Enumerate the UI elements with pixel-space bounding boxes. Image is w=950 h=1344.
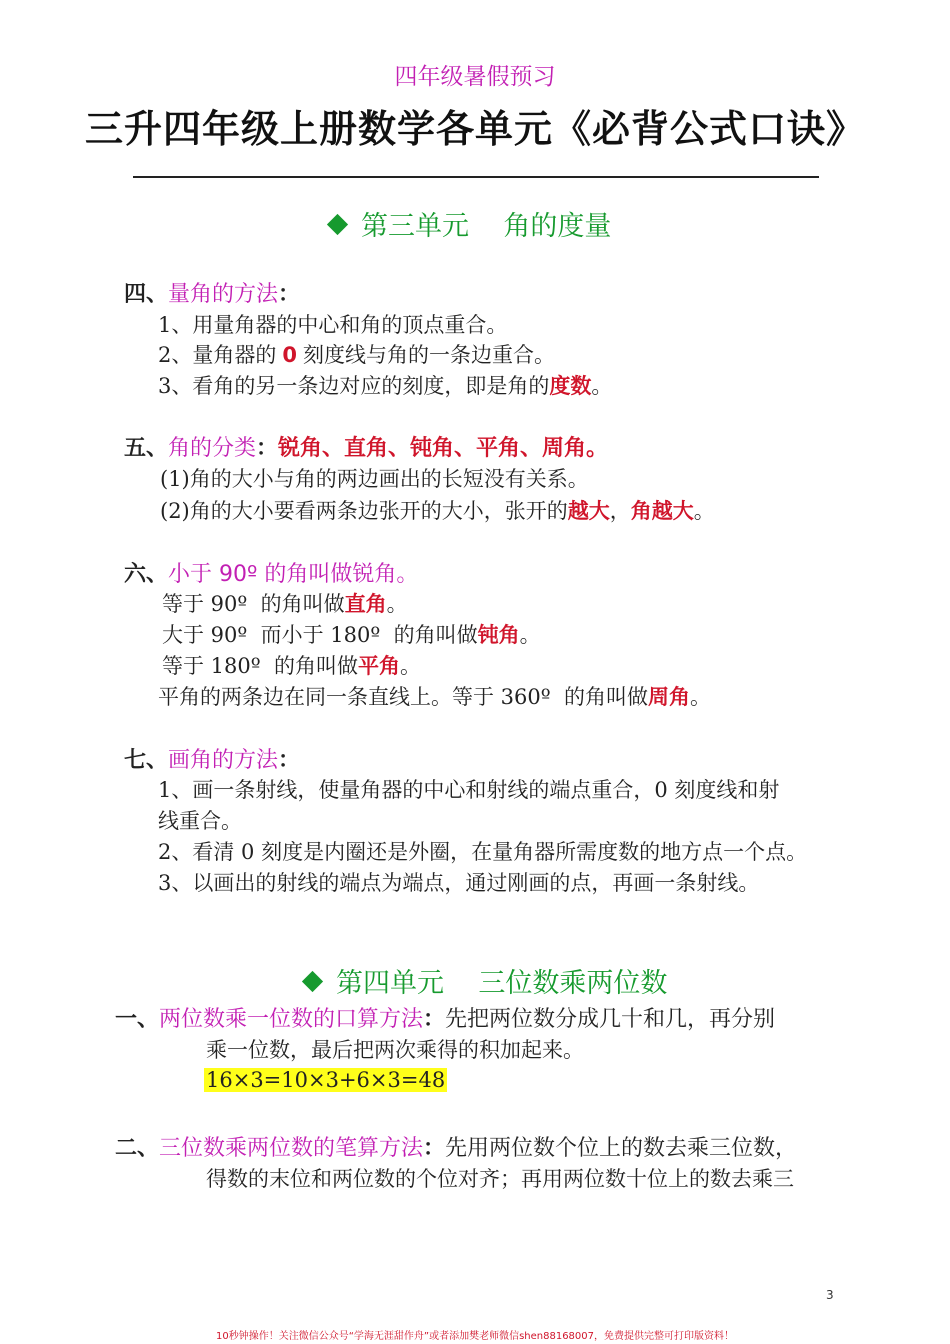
u4-s1-num: 一、 <box>115 1006 160 1032</box>
unit3-heading <box>330 204 611 243</box>
s6-line-2-pre: 大于 90º 而小于 180º 的角叫做 <box>162 623 478 647</box>
u4-s1-text-2: 乘一位数，最后把两次乘得的积加起来。 <box>206 1038 584 1062</box>
u4-s2-text-1: 先用两位数个位上的数去乘三位数， <box>445 1136 798 1161</box>
s4-line-2 <box>158 340 555 370</box>
s4-line-2-pre: 2、量角器的 <box>158 343 277 367</box>
diamond-bullet-icon <box>302 971 323 992</box>
s7-title: 画角的方法 <box>168 748 279 773</box>
s5-colon: ： <box>256 435 279 461</box>
s7-colon: ： <box>278 747 301 773</box>
s7-num: 七、 <box>124 747 169 773</box>
u4-s1-example-highlight: 16×3=10×3+6×3=48 <box>206 1068 446 1092</box>
u4-s1-heading <box>115 1004 775 1035</box>
s6-line-1 <box>162 589 408 619</box>
s6-title: 小于 90º 的角叫做锐角。 <box>168 562 419 587</box>
s4-num: 四、 <box>124 281 169 307</box>
s5-line-2-pre: (2)角的大小要看两条边张开的大小，张开的 <box>160 499 568 523</box>
s5-comma: ， <box>609 499 631 523</box>
s5-title: 角的分类 <box>168 436 257 461</box>
s5-angle-larger: 角越大 <box>630 499 694 523</box>
s5-num: 五、 <box>124 435 169 461</box>
s6-right-angle: 直角 <box>344 592 387 616</box>
s6-line-3 <box>162 651 421 681</box>
s5-types: 锐角、直角、钝角、平角、周角。 <box>278 436 609 461</box>
s7-line-1: 1、画一条射线，使量角器的中心和射线的端点重合，0 刻度线和射 <box>158 778 780 802</box>
s7-line-1b: 线重合。 <box>158 809 242 833</box>
s4-line-2-post: 刻度线与角的一条边重合。 <box>303 343 555 367</box>
s4-colon: ： <box>278 281 301 307</box>
s5-larger: 越大 <box>567 499 610 523</box>
s6-line-3-post: 。 <box>399 654 421 678</box>
s6-heading <box>124 559 418 590</box>
s6-line-4 <box>158 682 711 712</box>
s6-line-1-pre: 等于 90º 的角叫做 <box>162 592 345 616</box>
u4-s1-title: 两位数乘一位数的口算方法 <box>159 1007 424 1032</box>
s4-line-3-post: 。 <box>591 374 613 398</box>
u4-s1-text-1: 先把两位数分成几十和几，再分别 <box>445 1007 776 1032</box>
s4-line-3 <box>158 371 612 401</box>
unit4-title: 第四单元 三位数乘两位数 <box>336 968 668 999</box>
unit3-title: 第三单元 角的度量 <box>361 211 612 242</box>
title-divider <box>133 176 819 178</box>
s4-title: 量角的方法 <box>168 282 279 307</box>
s4-zero: 0 <box>282 343 297 367</box>
s4-heading <box>124 279 300 310</box>
s6-full-angle: 周角 <box>647 685 690 709</box>
u4-s2-heading <box>115 1133 797 1164</box>
s5-line-2 <box>160 496 715 526</box>
unit4-heading <box>305 961 667 1000</box>
u4-s1-example <box>204 1065 447 1095</box>
u4-s1-colon: ： <box>423 1006 446 1032</box>
footer-notice: 10秒钟操作！关注微信公众号“学海无涯甜作舟”或者添加樊老师微信shen88168007，免费提供完整可打印版资料！ <box>215 1331 735 1342</box>
s4-line-3-pre: 3、看角的另一条边对应的刻度，即是角的 <box>158 374 550 398</box>
s7-heading <box>124 745 300 776</box>
page-number: 3 <box>826 1288 834 1302</box>
s4-line-1: 1、用量角器的中心和角的顶点重合。 <box>158 313 508 337</box>
s5-line-1: (1)角的大小与角的两边画出的长短没有关系。 <box>160 467 589 491</box>
s6-straight-angle: 平角 <box>357 654 400 678</box>
page-subtitle: 四年级暑假预习 <box>394 64 556 90</box>
diamond-bullet-icon <box>327 214 348 235</box>
s6-num: 六、 <box>124 561 169 587</box>
s6-line-1-post: 。 <box>386 592 408 616</box>
u4-s2-colon: ： <box>423 1135 446 1161</box>
s4-degree: 度数 <box>549 374 592 398</box>
s6-line-3-pre: 等于 180º 的角叫做 <box>162 654 358 678</box>
u4-s2-text-2: 得数的末位和两位数的个位对齐；再用两位数十位上的数去乘三 <box>206 1167 794 1191</box>
s6-line-2 <box>162 620 541 650</box>
u4-s2-num: 二、 <box>115 1135 160 1161</box>
s6-line-4-post: 。 <box>689 685 711 709</box>
s6-line-4-pre: 平角的两条边在同一条直线上。等于 360º 的角叫做 <box>158 685 648 709</box>
s5-line-2-post: 。 <box>693 499 715 523</box>
s6-obtuse-angle: 钝角 <box>477 623 520 647</box>
page-title: 三升四年级上册数学各单元《必背公式口诀》 <box>84 106 865 151</box>
u4-s2-title: 三位数乘两位数的笔算方法 <box>159 1136 424 1161</box>
s5-heading <box>124 433 608 464</box>
s6-line-2-post: 。 <box>519 623 541 647</box>
s7-line-2: 2、看清 0 刻度是内圈还是外圈，在量角器所需度数的地方点一个点。 <box>158 840 808 864</box>
s7-line-3: 3、以画出的射线的端点为端点，通过刚画的点，再画一条射线。 <box>158 871 760 895</box>
